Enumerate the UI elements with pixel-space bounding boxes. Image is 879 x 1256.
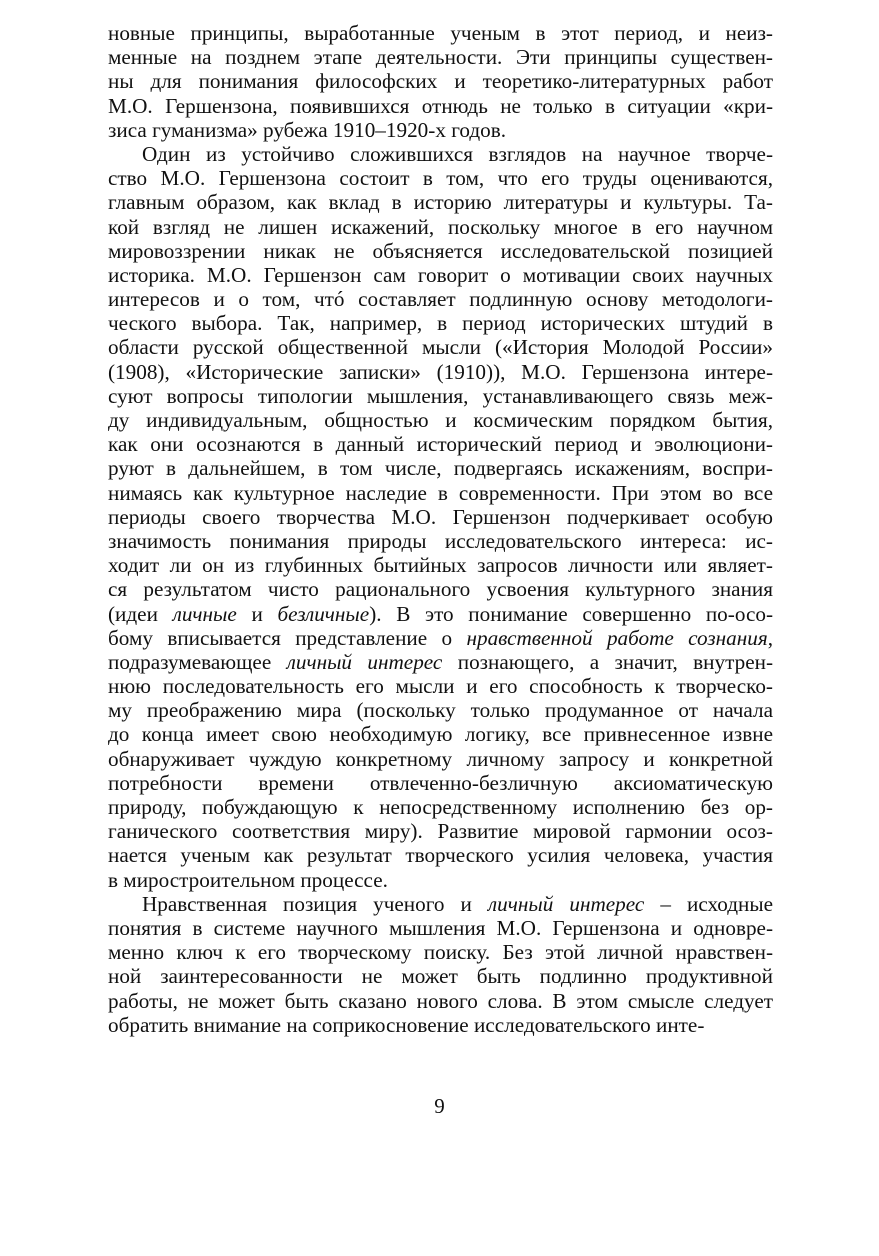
text-line: руют в дальнейшем, в том числе, подвергаясь искажениям, воспри- bbox=[108, 456, 773, 481]
text-line: нимаясь как культурное наследие в современности. При этом во все bbox=[108, 480, 773, 505]
text-line: обратить внимание на соприкосновение исследовательского инте- bbox=[108, 1012, 705, 1037]
text-line: до конца имеет свою необходимую логику, все привнесенное извне bbox=[108, 722, 773, 747]
text-line: области русской общественной мысли («История Молодой России» bbox=[108, 335, 773, 360]
text-line: Нравственная позиция ученого и личный интерес – исходные bbox=[142, 891, 774, 916]
text-line: менно ключ к его творческому поиску. Без этой личной нравствен- bbox=[108, 940, 773, 965]
text-line: бому вписывается представление о нравственной работе сознания, bbox=[108, 625, 773, 650]
text-line: работы, не может быть сказано нового слова. В этом смысле следует bbox=[108, 988, 773, 1013]
text-line: ганического соответствия миру). Развитие мировой гармонии осоз- bbox=[108, 819, 773, 844]
text-line: потребности времени отвлеченно-безличную аксиоматическую bbox=[108, 770, 773, 795]
page-number: 9 bbox=[434, 1094, 445, 1118]
text-line: ческого выбора. Так, например, в период исторических штудий в bbox=[108, 311, 773, 336]
text-line: понятия в системе научного мышления М.О. Гершензона и одновре- bbox=[108, 915, 773, 940]
text-line: (1908), «Исторические записки» (1910)), М.О. Гершензона интере- bbox=[108, 359, 773, 384]
text-line: интересов и о том, чтó составляет подлинную основу методологи- bbox=[108, 287, 773, 312]
text-line: кой взгляд не лишен искажений, поскольку многое в его научном bbox=[108, 214, 773, 239]
text-line: ны для понимания философских и теоретико-литературных работ bbox=[108, 69, 773, 94]
text-line: ся результатом чисто рационального усвоения культурного знания bbox=[108, 577, 773, 602]
paragraph-1 bbox=[108, 21, 773, 142]
text-line: в миростроительном процессе. bbox=[108, 867, 388, 892]
text-line: подразумевающее личный интерес познающего, а значит, внутрен- bbox=[108, 649, 774, 674]
text-line: ду индивидуальным, общностью и космическим порядком бытия, bbox=[108, 408, 773, 432]
text-line: М.О. Гершензона, появившихся отнюдь не только в ситуации «кри- bbox=[108, 93, 773, 118]
paragraph-2 bbox=[108, 142, 773, 892]
document-page bbox=[108, 21, 773, 1037]
paragraph-3 bbox=[108, 892, 773, 1037]
text-line: мировоззрении никак не объясняется исследовательской позицией bbox=[108, 238, 773, 263]
text-line: историка. М.О. Гершензон сам говорит о мотивации своих научных bbox=[108, 262, 773, 287]
text-line: новные принципы, выработанные ученым в этот период, и неиз- bbox=[108, 21, 773, 45]
text-line: суют вопросы типологии мышления, устанавливающего связь меж- bbox=[108, 383, 773, 408]
text-line: значимость понимания природы исследовательского интереса: ис- bbox=[108, 528, 773, 553]
text-line: Один из устойчиво сложившихся взглядов на научное творче- bbox=[142, 141, 773, 166]
text-line: менные на позднем этапе деятельности. Эти принципы существен- bbox=[108, 45, 773, 70]
text-line: главным образом, как вклад в историю литературы и культуры. Та- bbox=[108, 190, 773, 215]
text-line: периоды своего творчества М.О. Гершензон подчеркивает особую bbox=[108, 504, 773, 529]
text-line: зиса гуманизма» рубежа 1910–1920-х годов. bbox=[108, 117, 507, 142]
text-line: ной заинтересованности не может быть подлинно продуктивной bbox=[108, 964, 773, 989]
text-line: как они осознаются в данный исторический период и эволюциони- bbox=[108, 432, 773, 457]
text-line: природу, побуждающую к непосредственному исполнению без ор- bbox=[108, 795, 773, 819]
text-line: ство М.О. Гершензона состоит в том, что его труды оцениваются, bbox=[108, 166, 773, 191]
text-line: (идеи личные и безличные). В это понимание совершенно по-осо- bbox=[108, 601, 773, 626]
text-line: нается ученым как результат творческого усилия человека, участия bbox=[108, 843, 773, 868]
text-line: обнаруживает чуждую конкретному личному запросу и конкретной bbox=[108, 746, 773, 771]
text-line: му преображению мира (поскольку только продуманное от начала bbox=[108, 698, 773, 723]
text-line: нюю последовательность его мысли и его способность к творческо- bbox=[108, 674, 773, 699]
text-line: ходит ли он из глубинных бытийных запросов личности или являет- bbox=[108, 553, 773, 578]
